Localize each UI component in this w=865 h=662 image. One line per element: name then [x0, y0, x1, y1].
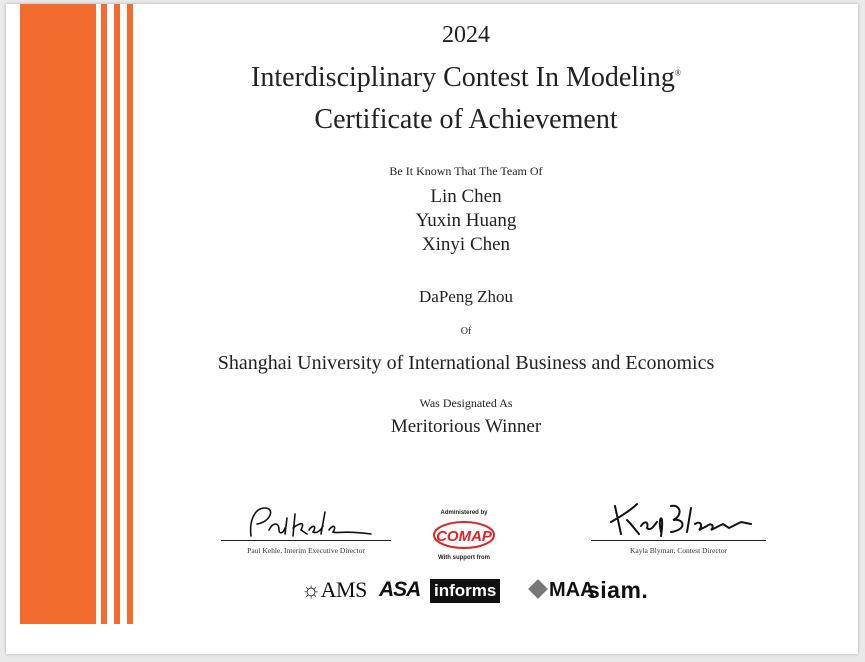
- comap-block: [424, 510, 504, 561]
- team-advisor: DaPeng Zhou: [419, 287, 513, 306]
- institution-name: Shanghai University of International Business and Economics: [217, 352, 715, 374]
- siam-logo: siam.: [587, 577, 649, 603]
- comap-logo-text: COMAP: [436, 528, 492, 545]
- signature-caption-left: Paul Kehle, Interim Executive Director: [247, 546, 365, 555]
- contest-name: [166, 62, 766, 94]
- administered-label: Administered by: [440, 510, 488, 516]
- team-member: Lin Chen: [430, 186, 502, 207]
- award-level: Meritorious Winner: [390, 416, 542, 437]
- certificate-year: 2024: [442, 22, 490, 48]
- maa-mark-icon: [528, 579, 548, 599]
- ams-mark-icon: ☼: [301, 577, 321, 602]
- team-member: Xinyi Chen: [421, 234, 511, 255]
- maa-logo-text: MAA: [549, 579, 595, 601]
- certificate-title: Certificate of Achievement: [314, 104, 618, 135]
- ams-logo: [301, 577, 367, 603]
- comap-logo: [432, 518, 496, 550]
- team-member: Yuxin Huang: [415, 210, 517, 231]
- of-label: Of: [460, 326, 472, 337]
- certificate-page: [6, 4, 858, 654]
- orange-border-bar: [20, 4, 96, 624]
- support-label: With support from: [438, 555, 490, 561]
- asa-logo: ASA: [379, 578, 421, 601]
- signature-block-right: [591, 496, 766, 560]
- sponsor-logos: [301, 577, 661, 607]
- signature-right-image: [591, 496, 766, 540]
- orange-stripe: [127, 4, 133, 624]
- registered-mark: ®: [674, 68, 681, 78]
- designated-label: Was Designated As: [419, 396, 513, 410]
- ams-logo-text: AMS: [320, 577, 367, 602]
- signature-line: [591, 540, 766, 541]
- signature-caption-right: Kayla Blyman, Contest Director: [629, 546, 728, 555]
- contest-name-text: Interdisciplinary Contest In Modeling: [251, 62, 675, 93]
- signature-line: [221, 540, 391, 541]
- signature-left-image: [221, 500, 391, 542]
- maa-logo: [531, 577, 595, 603]
- signature-block-left: [221, 500, 391, 560]
- intro-text: Be It Known That The Team Of: [389, 164, 543, 178]
- orange-stripe: [114, 4, 120, 624]
- orange-stripe: [101, 4, 107, 624]
- informs-logo: informs: [430, 579, 500, 603]
